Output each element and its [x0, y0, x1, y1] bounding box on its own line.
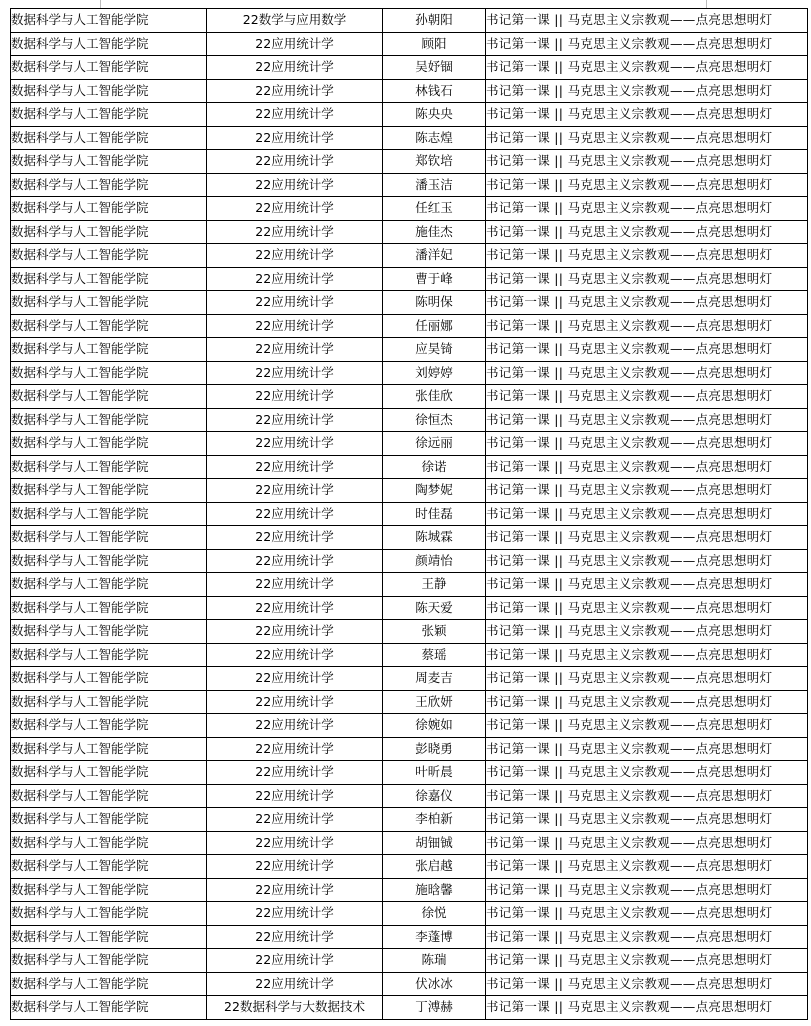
- student-name-cell: 徐诺: [383, 455, 486, 479]
- college-cell: 数据科学与人工智能学院: [11, 197, 207, 221]
- college-cell: 数据科学与人工智能学院: [11, 56, 207, 80]
- class-cell: 22应用统计学: [207, 432, 383, 456]
- course-title-cell: 书记第一课 || 马克思主义宗教观——点亮思想明灯: [486, 996, 808, 1020]
- table-row: [11, 878, 808, 902]
- class-cell: 22应用统计学: [207, 32, 383, 56]
- course-title-cell: 书记第一课 || 马克思主义宗教观——点亮思想明灯: [486, 338, 808, 362]
- college-cell: 数据科学与人工智能学院: [11, 9, 207, 33]
- course-title-cell: 书记第一课 || 马克思主义宗教观——点亮思想明灯: [486, 526, 808, 550]
- student-name-cell: 周麦吉: [383, 667, 486, 691]
- page-margin-mark: [100, 0, 101, 8]
- student-name-cell: 时佳磊: [383, 502, 486, 526]
- class-cell: 22应用统计学: [207, 291, 383, 315]
- student-name-cell: 蔡瑶: [383, 643, 486, 667]
- class-cell: 22应用统计学: [207, 502, 383, 526]
- course-title-cell: 书记第一课 || 马克思主义宗教观——点亮思想明灯: [486, 902, 808, 926]
- class-cell: 22数学与应用数学: [207, 9, 383, 33]
- class-cell: 22应用统计学: [207, 596, 383, 620]
- college-cell: 数据科学与人工智能学院: [11, 925, 207, 949]
- table-row: [11, 855, 808, 879]
- student-name-cell: 张颖: [383, 620, 486, 644]
- table-row: [11, 573, 808, 597]
- class-cell: 22应用统计学: [207, 79, 383, 103]
- table-row: [11, 197, 808, 221]
- student-name-cell: 彭晓勇: [383, 737, 486, 761]
- table-row: [11, 314, 808, 338]
- college-cell: 数据科学与人工智能学院: [11, 408, 207, 432]
- table-row: [11, 56, 808, 80]
- course-title-cell: 书记第一课 || 马克思主义宗教观——点亮思想明灯: [486, 56, 808, 80]
- class-cell: 22应用统计学: [207, 620, 383, 644]
- class-cell: 22应用统计学: [207, 855, 383, 879]
- college-cell: 数据科学与人工智能学院: [11, 549, 207, 573]
- college-cell: 数据科学与人工智能学院: [11, 502, 207, 526]
- course-title-cell: 书记第一课 || 马克思主义宗教观——点亮思想明灯: [486, 808, 808, 832]
- student-name-cell: 张启越: [383, 855, 486, 879]
- student-name-cell: 王静: [383, 573, 486, 597]
- student-name-cell: 徐远丽: [383, 432, 486, 456]
- student-name-cell: 伏冰冰: [383, 972, 486, 996]
- course-title-cell: 书记第一课 || 马克思主义宗教观——点亮思想明灯: [486, 549, 808, 573]
- class-cell: 22应用统计学: [207, 784, 383, 808]
- college-cell: 数据科学与人工智能学院: [11, 643, 207, 667]
- student-name-cell: 陈明保: [383, 291, 486, 315]
- class-cell: 22应用统计学: [207, 220, 383, 244]
- student-name-cell: 任红玉: [383, 197, 486, 221]
- course-title-cell: 书记第一课 || 马克思主义宗教观——点亮思想明灯: [486, 690, 808, 714]
- student-name-cell: 陈天爱: [383, 596, 486, 620]
- course-title-cell: 书记第一课 || 马克思主义宗教观——点亮思想明灯: [486, 361, 808, 385]
- table-row: [11, 714, 808, 738]
- college-cell: 数据科学与人工智能学院: [11, 714, 207, 738]
- table-row: [11, 126, 808, 150]
- attendance-table: [10, 8, 808, 1020]
- course-title-cell: 书记第一课 || 马克思主义宗教观——点亮思想明灯: [486, 408, 808, 432]
- course-title-cell: 书记第一课 || 马克思主义宗教观——点亮思想明灯: [486, 737, 808, 761]
- class-cell: 22应用统计学: [207, 690, 383, 714]
- course-title-cell: 书记第一课 || 马克思主义宗教观——点亮思想明灯: [486, 9, 808, 33]
- table-row: [11, 479, 808, 503]
- course-title-cell: 书记第一课 || 马克思主义宗教观——点亮思想明灯: [486, 455, 808, 479]
- student-name-cell: 应昊锜: [383, 338, 486, 362]
- student-name-cell: 施晗馨: [383, 878, 486, 902]
- college-cell: 数据科学与人工智能学院: [11, 620, 207, 644]
- course-title-cell: 书记第一课 || 马克思主义宗教观——点亮思想明灯: [486, 220, 808, 244]
- class-cell: 22应用统计学: [207, 385, 383, 409]
- class-cell: 22应用统计学: [207, 103, 383, 127]
- class-cell: 22应用统计学: [207, 361, 383, 385]
- class-cell: 22应用统计学: [207, 479, 383, 503]
- table-row: [11, 667, 808, 691]
- class-cell: 22应用统计学: [207, 761, 383, 785]
- table-row: [11, 831, 808, 855]
- course-title-cell: 书记第一课 || 马克思主义宗教观——点亮思想明灯: [486, 878, 808, 902]
- college-cell: 数据科学与人工智能学院: [11, 667, 207, 691]
- course-title-cell: 书记第一课 || 马克思主义宗教观——点亮思想明灯: [486, 972, 808, 996]
- table-row: [11, 455, 808, 479]
- college-cell: 数据科学与人工智能学院: [11, 244, 207, 268]
- college-cell: 数据科学与人工智能学院: [11, 831, 207, 855]
- course-title-cell: 书记第一课 || 马克思主义宗教观——点亮思想明灯: [486, 596, 808, 620]
- class-cell: 22应用统计学: [207, 925, 383, 949]
- student-name-cell: 潘洋妃: [383, 244, 486, 268]
- table-row: [11, 808, 808, 832]
- table-row: [11, 291, 808, 315]
- table-row: [11, 996, 808, 1020]
- table-row: [11, 526, 808, 550]
- table-row: [11, 220, 808, 244]
- student-name-cell: 施佳杰: [383, 220, 486, 244]
- student-name-cell: 孙朝阳: [383, 9, 486, 33]
- table-row: [11, 643, 808, 667]
- college-cell: 数据科学与人工智能学院: [11, 385, 207, 409]
- table-row: [11, 925, 808, 949]
- student-name-cell: 胡钿铖: [383, 831, 486, 855]
- table-row: [11, 244, 808, 268]
- class-cell: 22应用统计学: [207, 338, 383, 362]
- class-cell: 22应用统计学: [207, 972, 383, 996]
- student-name-cell: 任丽娜: [383, 314, 486, 338]
- college-cell: 数据科学与人工智能学院: [11, 103, 207, 127]
- attendance-table-body: [11, 9, 808, 1020]
- class-cell: 22应用统计学: [207, 643, 383, 667]
- course-title-cell: 书记第一课 || 马克思主义宗教观——点亮思想明灯: [486, 267, 808, 291]
- table-row: [11, 32, 808, 56]
- page-margin-mark: [706, 0, 707, 8]
- class-cell: 22应用统计学: [207, 737, 383, 761]
- course-title-cell: 书记第一课 || 马克思主义宗教观——点亮思想明灯: [486, 385, 808, 409]
- class-cell: 22应用统计学: [207, 902, 383, 926]
- table-row: [11, 690, 808, 714]
- college-cell: 数据科学与人工智能学院: [11, 314, 207, 338]
- college-cell: 数据科学与人工智能学院: [11, 972, 207, 996]
- college-cell: 数据科学与人工智能学院: [11, 526, 207, 550]
- student-name-cell: 张佳欣: [383, 385, 486, 409]
- class-cell: 22应用统计学: [207, 831, 383, 855]
- class-cell: 22应用统计学: [207, 949, 383, 973]
- student-name-cell: 李蓬博: [383, 925, 486, 949]
- table-row: [11, 502, 808, 526]
- student-name-cell: 吴妤锢: [383, 56, 486, 80]
- course-title-cell: 书记第一课 || 马克思主义宗教观——点亮思想明灯: [486, 855, 808, 879]
- course-title-cell: 书记第一课 || 马克思主义宗教观——点亮思想明灯: [486, 784, 808, 808]
- student-name-cell: 陶梦妮: [383, 479, 486, 503]
- course-title-cell: 书记第一课 || 马克思主义宗教观——点亮思想明灯: [486, 150, 808, 174]
- student-name-cell: 叶昕晨: [383, 761, 486, 785]
- course-title-cell: 书记第一课 || 马克思主义宗教观——点亮思想明灯: [486, 620, 808, 644]
- college-cell: 数据科学与人工智能学院: [11, 150, 207, 174]
- class-cell: 22应用统计学: [207, 126, 383, 150]
- table-row: [11, 549, 808, 573]
- course-title-cell: 书记第一课 || 马克思主义宗教观——点亮思想明灯: [486, 103, 808, 127]
- course-title-cell: 书记第一课 || 马克思主义宗教观——点亮思想明灯: [486, 502, 808, 526]
- course-title-cell: 书记第一课 || 马克思主义宗教观——点亮思想明灯: [486, 291, 808, 315]
- table-row: [11, 103, 808, 127]
- table-row: [11, 737, 808, 761]
- course-title-cell: 书记第一课 || 马克思主义宗教观——点亮思想明灯: [486, 667, 808, 691]
- class-cell: 22应用统计学: [207, 173, 383, 197]
- class-cell: 22应用统计学: [207, 714, 383, 738]
- class-cell: 22应用统计学: [207, 455, 383, 479]
- course-title-cell: 书记第一课 || 马克思主义宗教观——点亮思想明灯: [486, 761, 808, 785]
- table-row: [11, 267, 808, 291]
- college-cell: 数据科学与人工智能学院: [11, 338, 207, 362]
- college-cell: 数据科学与人工智能学院: [11, 878, 207, 902]
- table-row: [11, 620, 808, 644]
- course-title-cell: 书记第一课 || 马克思主义宗教观——点亮思想明灯: [486, 197, 808, 221]
- class-cell: 22应用统计学: [207, 267, 383, 291]
- course-title-cell: 书记第一课 || 马克思主义宗教观——点亮思想明灯: [486, 714, 808, 738]
- course-title-cell: 书记第一课 || 马克思主义宗教观——点亮思想明灯: [486, 173, 808, 197]
- course-title-cell: 书记第一课 || 马克思主义宗教观——点亮思想明灯: [486, 432, 808, 456]
- class-cell: 22应用统计学: [207, 878, 383, 902]
- table-row: [11, 902, 808, 926]
- college-cell: 数据科学与人工智能学院: [11, 596, 207, 620]
- class-cell: 22数据科学与大数据技术: [207, 996, 383, 1020]
- table-row: [11, 408, 808, 432]
- college-cell: 数据科学与人工智能学院: [11, 126, 207, 150]
- course-title-cell: 书记第一课 || 马克思主义宗教观——点亮思想明灯: [486, 314, 808, 338]
- course-title-cell: 书记第一课 || 马克思主义宗教观——点亮思想明灯: [486, 949, 808, 973]
- student-name-cell: 潘玉洁: [383, 173, 486, 197]
- table-row: [11, 761, 808, 785]
- table-row: [11, 361, 808, 385]
- student-name-cell: 徐悦: [383, 902, 486, 926]
- student-name-cell: 陈志煌: [383, 126, 486, 150]
- class-cell: 22应用统计学: [207, 408, 383, 432]
- student-name-cell: 徐婉如: [383, 714, 486, 738]
- college-cell: 数据科学与人工智能学院: [11, 79, 207, 103]
- table-row: [11, 9, 808, 33]
- class-cell: 22应用统计学: [207, 56, 383, 80]
- college-cell: 数据科学与人工智能学院: [11, 32, 207, 56]
- course-title-cell: 书记第一课 || 马克思主义宗教观——点亮思想明灯: [486, 573, 808, 597]
- table-row: [11, 972, 808, 996]
- student-name-cell: 林钱石: [383, 79, 486, 103]
- college-cell: 数据科学与人工智能学院: [11, 855, 207, 879]
- page-top-edge: [0, 0, 811, 8]
- table-row: [11, 385, 808, 409]
- course-title-cell: 书记第一课 || 马克思主义宗教观——点亮思想明灯: [486, 79, 808, 103]
- student-name-cell: 陈瑞: [383, 949, 486, 973]
- table-row: [11, 173, 808, 197]
- class-cell: 22应用统计学: [207, 314, 383, 338]
- college-cell: 数据科学与人工智能学院: [11, 690, 207, 714]
- college-cell: 数据科学与人工智能学院: [11, 573, 207, 597]
- table-row: [11, 784, 808, 808]
- college-cell: 数据科学与人工智能学院: [11, 455, 207, 479]
- college-cell: 数据科学与人工智能学院: [11, 808, 207, 832]
- college-cell: 数据科学与人工智能学院: [11, 784, 207, 808]
- student-name-cell: 曹于峰: [383, 267, 486, 291]
- table-row: [11, 596, 808, 620]
- student-name-cell: 陈城霖: [383, 526, 486, 550]
- course-title-cell: 书记第一课 || 马克思主义宗教观——点亮思想明灯: [486, 126, 808, 150]
- college-cell: 数据科学与人工智能学院: [11, 996, 207, 1020]
- table-row: [11, 949, 808, 973]
- college-cell: 数据科学与人工智能学院: [11, 361, 207, 385]
- college-cell: 数据科学与人工智能学院: [11, 267, 207, 291]
- college-cell: 数据科学与人工智能学院: [11, 173, 207, 197]
- college-cell: 数据科学与人工智能学院: [11, 220, 207, 244]
- student-name-cell: 郑钦培: [383, 150, 486, 174]
- class-cell: 22应用统计学: [207, 244, 383, 268]
- student-name-cell: 陈央央: [383, 103, 486, 127]
- course-title-cell: 书记第一课 || 马克思主义宗教观——点亮思想明灯: [486, 479, 808, 503]
- student-name-cell: 王欣妍: [383, 690, 486, 714]
- course-title-cell: 书记第一课 || 马克思主义宗教观——点亮思想明灯: [486, 643, 808, 667]
- college-cell: 数据科学与人工智能学院: [11, 949, 207, 973]
- course-title-cell: 书记第一课 || 马克思主义宗教观——点亮思想明灯: [486, 831, 808, 855]
- class-cell: 22应用统计学: [207, 573, 383, 597]
- class-cell: 22应用统计学: [207, 197, 383, 221]
- student-name-cell: 徐嘉仪: [383, 784, 486, 808]
- class-cell: 22应用统计学: [207, 549, 383, 573]
- college-cell: 数据科学与人工智能学院: [11, 902, 207, 926]
- table-row: [11, 338, 808, 362]
- student-name-cell: 刘婷婷: [383, 361, 486, 385]
- course-title-cell: 书记第一课 || 马克思主义宗教观——点亮思想明灯: [486, 32, 808, 56]
- college-cell: 数据科学与人工智能学院: [11, 761, 207, 785]
- college-cell: 数据科学与人工智能学院: [11, 291, 207, 315]
- class-cell: 22应用统计学: [207, 808, 383, 832]
- student-name-cell: 徐恒杰: [383, 408, 486, 432]
- course-title-cell: 书记第一课 || 马克思主义宗教观——点亮思想明灯: [486, 925, 808, 949]
- student-name-cell: 顾阳: [383, 32, 486, 56]
- student-name-cell: 李柏新: [383, 808, 486, 832]
- class-cell: 22应用统计学: [207, 667, 383, 691]
- course-title-cell: 书记第一课 || 马克思主义宗教观——点亮思想明灯: [486, 244, 808, 268]
- student-name-cell: 颜靖怡: [383, 549, 486, 573]
- table-row: [11, 432, 808, 456]
- college-cell: 数据科学与人工智能学院: [11, 432, 207, 456]
- college-cell: 数据科学与人工智能学院: [11, 737, 207, 761]
- table-row: [11, 79, 808, 103]
- class-cell: 22应用统计学: [207, 526, 383, 550]
- college-cell: 数据科学与人工智能学院: [11, 479, 207, 503]
- student-name-cell: 丁溥赫: [383, 996, 486, 1020]
- table-row: [11, 150, 808, 174]
- class-cell: 22应用统计学: [207, 150, 383, 174]
